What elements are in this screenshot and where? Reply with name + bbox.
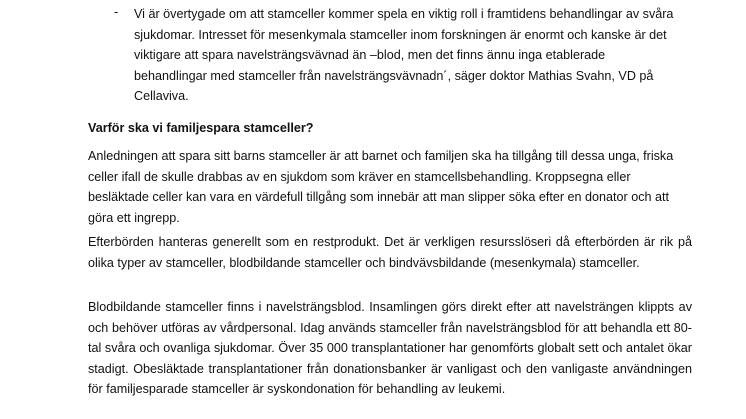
paragraph-afterbirth: Efterbörden hanteras generellt som en restprodukt. Det är verkligen resursslöseri då efterbörden är rik på olika typer av stamceller, blodbildande stamceller och bindvävsbildande (mesenkymala) stamceller. — [88, 235, 692, 270]
paragraph-cord-blood: Blodbildande stamceller finns i navelsträngsblod. Insamlingen görs direkt efter att navelsträngen klippts av och behöver utföras av vårdpersonal. Idag används stamceller från navelsträngsblod för att behandla ett 80-tal svåra och ovanliga sjukdomar. Över 35 000 transplantationer har genomförts globalt sett och antalet ökar stadigt. Obesläktade transplantationer från donationsbanker är vanligast och den vanligaste användningen för familjesparade stamceller är syskondonation för behandling av leukemi. — [88, 300, 692, 396]
section-heading: Varför ska vi familjespara stamceller? — [88, 121, 314, 135]
bullet-marker: - — [114, 4, 119, 19]
paragraph-reasons: Anledningen att spara sitt barns stamceller är att barnet och familjen ska ha tillgång till dessa unga, friska celler ifall de skulle drabbas av en sjukdom som kräver en stamcellsbehandling. Kroppsegna eller besläktade celler kan vara en värdefull tillgång som innebär att man slipper söka efter en donator och att göra ett ingrepp. — [88, 149, 674, 225]
quote-bullet-text: Vi är övertygade om att stamceller kommer spela en viktig roll i framtidens behandlingar av svåra sjukdomar. Intresset för mesenkymala stamceller inom forskningen är enormt och kanske är det viktigare att spara navelsträngsvävnad än –blod, men det finns ännu inga etablerade behandlingar med stamceller från navelsträngsvävnadn´, säger doktor Mathias Svahn, VD på Cellaviva. — [134, 7, 674, 103]
